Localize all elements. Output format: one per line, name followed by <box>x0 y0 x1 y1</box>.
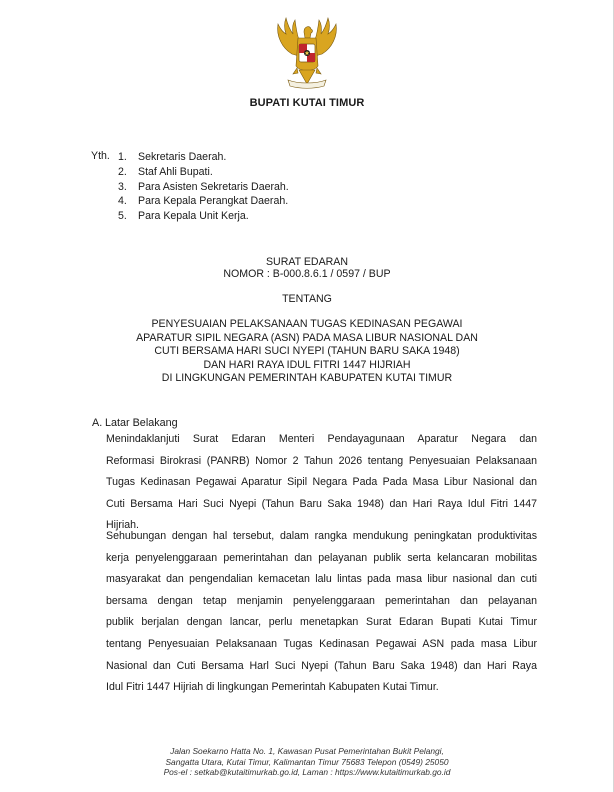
list-item: 1. Sekretaris Daerah. <box>118 151 227 163</box>
list-item: 3. Para Asisten Sekretaris Daerah. <box>118 180 289 193</box>
document-number: NOMOR : B-000.8.6.1 / 0597 / BUP <box>223 268 391 280</box>
paragraph-1: Menindaklanjuti Surat Edaran Menteri Pendayagunaan Aparatur Negara dan Reformasi Birokrasi (PANRB) Nomor 2 Tahun 2026 tentang Penyesuaian Pelaksanaan Tugas Kedinasan Pegawai Aparatur Sipil Negara Pada Pada Masa Libur Nasional dan Cuti Bersama Hari Suci Nyepi (Tahun Baru Saka 1948) dan Hari Raya Idul Fitri 1447 Hijriah. <box>106 433 537 532</box>
about-label: TENTANG <box>282 293 332 305</box>
address-footer: Jalan Soekarno Hatta No. 1, Kawasan Pusat Pemerintahan Bukit Pelangi, Sangatta Utara, Kutai Timur, Kalimantan Timur 75683 Telepon (0549) 25050 Pos-el : setkab@kutaitimurkab.go.id, Laman : https://www.kutaitimurkab.go.id <box>163 746 451 778</box>
list-item: 4. Para Kepala Perangkat Daerah. <box>118 195 289 208</box>
salutation: Yth. <box>91 150 110 162</box>
recipient-list <box>118 150 289 224</box>
section-heading: A. Latar Belakang <box>92 417 178 429</box>
list-item: 5. Para Kepala Unit Kerja. <box>118 210 249 223</box>
list-item: 2. Staf Ahli Bupati. <box>118 165 213 178</box>
garuda-emblem-icon <box>268 14 346 92</box>
subject-title: PENYESUAIAN PELAKSANAAN TUGAS KEDINASAN PEGAWAI APARATUR SIPIL NEGARA (ASN) PADA MASA LIBUR NASIONAL DAN CUTI BERSAMA HARI SUCI NYEPI (TAHUN BARU SAKA 1948) DAN HARI RAYA IDUL FITRI 1447 HIJRIAH DI LINGKUNGAN PEMERINTAH KABUPATEN KUTAI TIMUR <box>136 318 478 385</box>
document-type: SURAT EDARAN <box>265 256 349 268</box>
paragraph-2: Sehubungan dengan hal tersebut, dalam rangka mendukung peningkatan produktivitas kerja penyelenggaraan pemerintahan dan pelayanan publik serta kelancaran mobilitas masyarakat dan pengendalian kemacetan lalu lintas pada masa libur nasional dan cuti bersama dengan tetap menjamin penyelenggaraan pemerintahan dan pelayanan publik berjalan dengan lancar, perlu menetapkan Surat Edaran Bupati Kutai Timur tentang Penyesuaian Pelaksanaan Tugas Kedinasan Pegawai ASN pada masa Libur Nasional dan Cuti Bersama Harl Suci Nyepi (Tahun Baru Saka 1948) dan Hari Raya Idul Fitri 1447 Hijriah di lingkungan Pemerintah Kabupaten Kutai Timur. <box>106 530 537 694</box>
issuer-title: BUPATI KUTAI TIMUR <box>249 97 365 109</box>
